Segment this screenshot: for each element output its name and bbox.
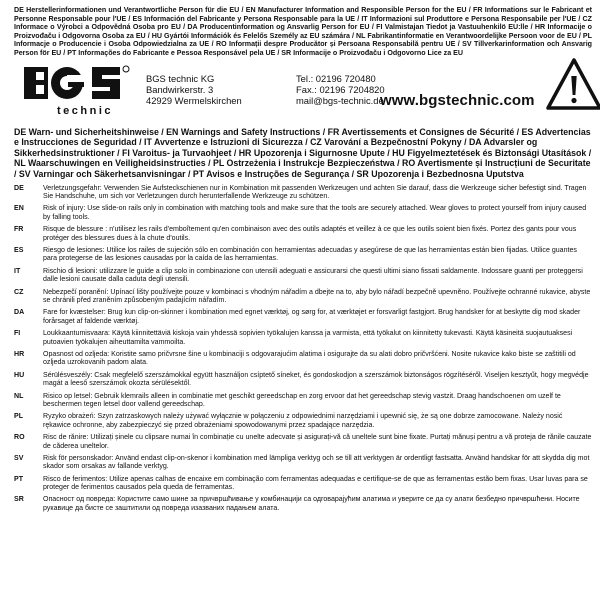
logo-subtext: technic bbox=[57, 104, 114, 117]
warning-text: Risk för personskador: Använd endast clip-on-skenor i kombination med lämpliga verktyg och se till att verktygen är ordentligt fastsatta. Använd handskar för att skydda dig mot skador som orsakas av fallande verktyg. bbox=[43, 454, 590, 471]
warning-text: Risc de rănire: Utilizați șinele cu clipsare numai în combinație cu unelte adecvate și asigurați-vă că uneltele sunt bine fixate. Purtați mănuși pentru a vă proteja de rănile cauzate de căderea uneltelor. bbox=[43, 434, 592, 450]
company-tel: Tel.: 02196 720480 bbox=[296, 72, 376, 84]
warnings-heading: DE Warn- und Sicherheitshinweise / EN Warnings and Safety Instructions / FR Avertissements et Consignes de Sécurité / ES Advertencias e Instrucciones de Seguridad / IT Avvertenze e Istruzioni di Sicurezza / CZ Varování a Bezpečnostní Pokyny / DA Advarsler og Sikkerhedsinstruktioner / FI Varoitus- ja Turvaohjeet / HR Upozorenja i Sigurnosne Upute / HU Figyelmeztetések és Biztonsági Utasítások / NL Waarschuwingen en Veiligheidsinstructies / PL Ostrzeżenia i Instrukcje Bezpieczeństwa / RO Avertismente și Instrucțiuni de Securitate / SV Varningar och Säkerhetsanvisningar / PT Avisos e Instruções de Segurança / SR Upozorenja i Bezbednosna Uputstva bbox=[14, 126, 592, 179]
warning-triangle-icon bbox=[544, 55, 600, 115]
warnings-list bbox=[14, 185, 592, 514]
warning-text: Opasnost od ozljeda: Koristite samo pričvrsne šine u kombinaciji s odgovarajućim alatima i osigurajte da su alati dobro pričvršćeni. Nosite rukavice kako biste se zaštitili od ozljeda uzrokovanih padom alata. bbox=[43, 350, 576, 367]
warning-text: Fare for kvæstelser: Brug kun clip-on-skinner i kombination med egnet værktøj, og sørg for, at værktøjet er forsvarligt fastgjort. Brug handsker for at beskytte dig mod skader forårsaget af faldende værktøj. bbox=[43, 309, 581, 325]
company-name: BGS technic KG bbox=[146, 72, 215, 84]
language-code: CZ bbox=[14, 288, 24, 296]
warning-text: Ryzyko obrażeń: Szyn zatrzaskowych należy używać wyłącznie w połączeniu z odpowiednimi narzędziami i upewnić się, że są one dobrze zamocowane. Należy nosić rękawice ochronne, aby zabezpieczyć się przed obrażeniami spowodowanymi przez spadające narzędzia. bbox=[43, 413, 563, 429]
company-street: Bandwirkerstr. 3 bbox=[146, 83, 214, 95]
warning-entry bbox=[14, 330, 592, 347]
language-code: DE bbox=[14, 184, 24, 192]
warning-entry bbox=[14, 289, 592, 306]
language-code: HU bbox=[14, 371, 25, 379]
language-code: HR bbox=[14, 350, 25, 358]
bgs-logo bbox=[22, 63, 132, 119]
language-code: PT bbox=[14, 475, 24, 483]
warning-text: Nebezpečí poranění: Upínací lišty používejte pouze v kombinaci s vhodným nářadím a dbejte na to, aby bylo nářadí bezpečně upevněno. Používejte ochranné rukavice, abyste se chránili před zraněním způsobeným padajícím nářadím. bbox=[43, 288, 591, 305]
warning-text: Risque de blessure : n'utilisez les rails d'emboîtement qu'en combinaison avec des outils adaptés et veillez à ce que les outils soient bien fixés. Portez des gants pour vous protéger des blessures dues à la chute d'outils. bbox=[43, 226, 577, 242]
language-code: PL bbox=[14, 413, 24, 421]
language-code: ES bbox=[14, 246, 24, 254]
warning-entry bbox=[14, 393, 592, 410]
warning-entry bbox=[14, 455, 592, 472]
warning-entry bbox=[14, 351, 592, 368]
warning-entry bbox=[14, 309, 592, 326]
company-address bbox=[146, 73, 242, 107]
warning-text: Riesgo de lesiones: Utilice los railes de sujeción sólo en combinación con herramientas adecuadas y asegúrese de que las herramientas están bien fijadas. Utilice guantes para protegerse de las lesiones causadas por la caída de las herramientas. bbox=[43, 246, 577, 263]
language-code: FR bbox=[14, 226, 24, 234]
warning-text: Rischio di lesioni: utilizzare le guide a clip solo in combinazione con utensili adeguati e assicurarsi che questi ultimi siano fissati saldamente. Indossare guanti per proteggersi dalle lesioni causate dalla caduta degli utensili. bbox=[43, 267, 583, 284]
warning-entry bbox=[14, 268, 592, 285]
warning-text: Risico op letsel: Gebruik klemrails alleen in combinatie met geschikt gereedschap en zorg ervoor dat het gereedschap stevig vastzit. Draag handschoenen om uzelf te beschermen tegen letsel door vallend gereedschap. bbox=[43, 392, 561, 408]
warning-text: Risk of injury: Use slide-on rails only in combination with matching tools and make sure that the tools are securely attached. Wear gloves to protect yourself from injury caused by falling tools. bbox=[43, 205, 587, 221]
warning-entry bbox=[14, 372, 592, 389]
warning-entry bbox=[14, 185, 592, 202]
warning-entry bbox=[14, 496, 592, 513]
manufacturer-info-heading: DE Herstellerinformationen und Verantwortliche Person für die EU / EN Manufacturer Information and Responsible Person for the EU / FR Informations sur le Fabricant et Personne Responsable pour l'UE / ES Información del Fabricante y Persona Responsable para la UE / IT Informazioni sul Produttore e Persona Responsabile per l'UE / CZ Informace o Výrobci a Odpovědná Osoba pro EU / DA Producentinformation og Ansvarlig Person for EU / FI Valmistajan Tiedot ja Vastuuhenkilö EU:lle / HR Informacije o Proizvođaču i Odgovorna Osoba za EU / HU Gyártói Információk és Felelős Személy az EU számára / NL Fabrikantinformatie en Verantwoordelijke Persoon voor de EU / PL Informacje o Producencie i Osoba Odpowiedzialna za UE / RO Informații despre Producător și Persoana Responsabilă pentru UE / SV Tillverkarinformation och Ansvarig Person för EU / PT Informações do Fabricante e Pessoa Responsável pela UE / SR Informacije o Proizvođaču i Odgovorno Lice za EU bbox=[14, 6, 592, 57]
warning-text: Verletzungsgefahr: Verwenden Sie Aufsteckschienen nur in Kombination mit passenden Werkzeugen und achten Sie darauf, dass die Werkzeuge sicher befestigt sind. Tragen Sie Handschuhe, um sich vor Verletzungen durch herunterfallende Werkzeuge zu schützen. bbox=[43, 184, 587, 201]
language-code: IT bbox=[14, 267, 21, 275]
warning-entry bbox=[14, 476, 592, 493]
warning-text: Опасност од повреда: Користите само шине за причвршћивање у комбинацији са одговарајућим алатима и уверите се да су алати безбедно причвршћени. Носите рукавице да бисте се заштитили од повреда изазваних падањем алата. bbox=[43, 496, 580, 512]
warning-text: Sérülésveszély: Csak megfelelő szerszámokkal együtt használjon csíptető síneket, és gondoskodjon a szerszámok biztonságos rögzítéséről. Viseljen kesztyűt, hogy megvédje magát a leeső szerszámok okozta sérülésektől. bbox=[43, 371, 589, 388]
language-code: EN bbox=[14, 205, 24, 213]
warning-entry bbox=[14, 205, 592, 222]
language-code: SV bbox=[14, 454, 24, 462]
language-code: DA bbox=[14, 309, 25, 317]
warning-text: Loukkaantumisvaara: Käytä kiinnitettäviä kiskoja vain yhdessä sopivien työkalujen kanssa ja varmista, että työkalut on kiinnitetty tukevasti. Käytä käsineitä suojautuaksesi putoavien työkalujen aiheuttamilta vammoilta. bbox=[43, 330, 573, 346]
language-code: RO bbox=[14, 434, 25, 442]
company-city: 42929 Wermelskirchen bbox=[146, 95, 242, 107]
company-contact bbox=[296, 73, 385, 107]
warning-entry bbox=[14, 434, 592, 451]
company-fax: Fax.: 02196 7204820 bbox=[296, 83, 385, 95]
warning-entry bbox=[14, 247, 592, 264]
warning-entry bbox=[14, 413, 592, 430]
language-code: NL bbox=[14, 392, 24, 400]
company-block bbox=[14, 61, 592, 125]
company-website[interactable]: www.bgstechnic.com bbox=[380, 91, 535, 109]
company-mail[interactable]: mail@bgs-technic.de bbox=[296, 95, 384, 107]
language-code: SR bbox=[14, 496, 24, 504]
warning-entry bbox=[14, 226, 592, 243]
language-code: FI bbox=[14, 330, 21, 338]
warning-text: Risco de ferimentos: Utilize apenas calhas de encaixe em combinação com ferramentas adequadas e certifique-se de que as ferramentas estão bem fixas. Usar luvas para se proteger de ferimentos causados pela queda de ferramentas. bbox=[43, 475, 588, 492]
